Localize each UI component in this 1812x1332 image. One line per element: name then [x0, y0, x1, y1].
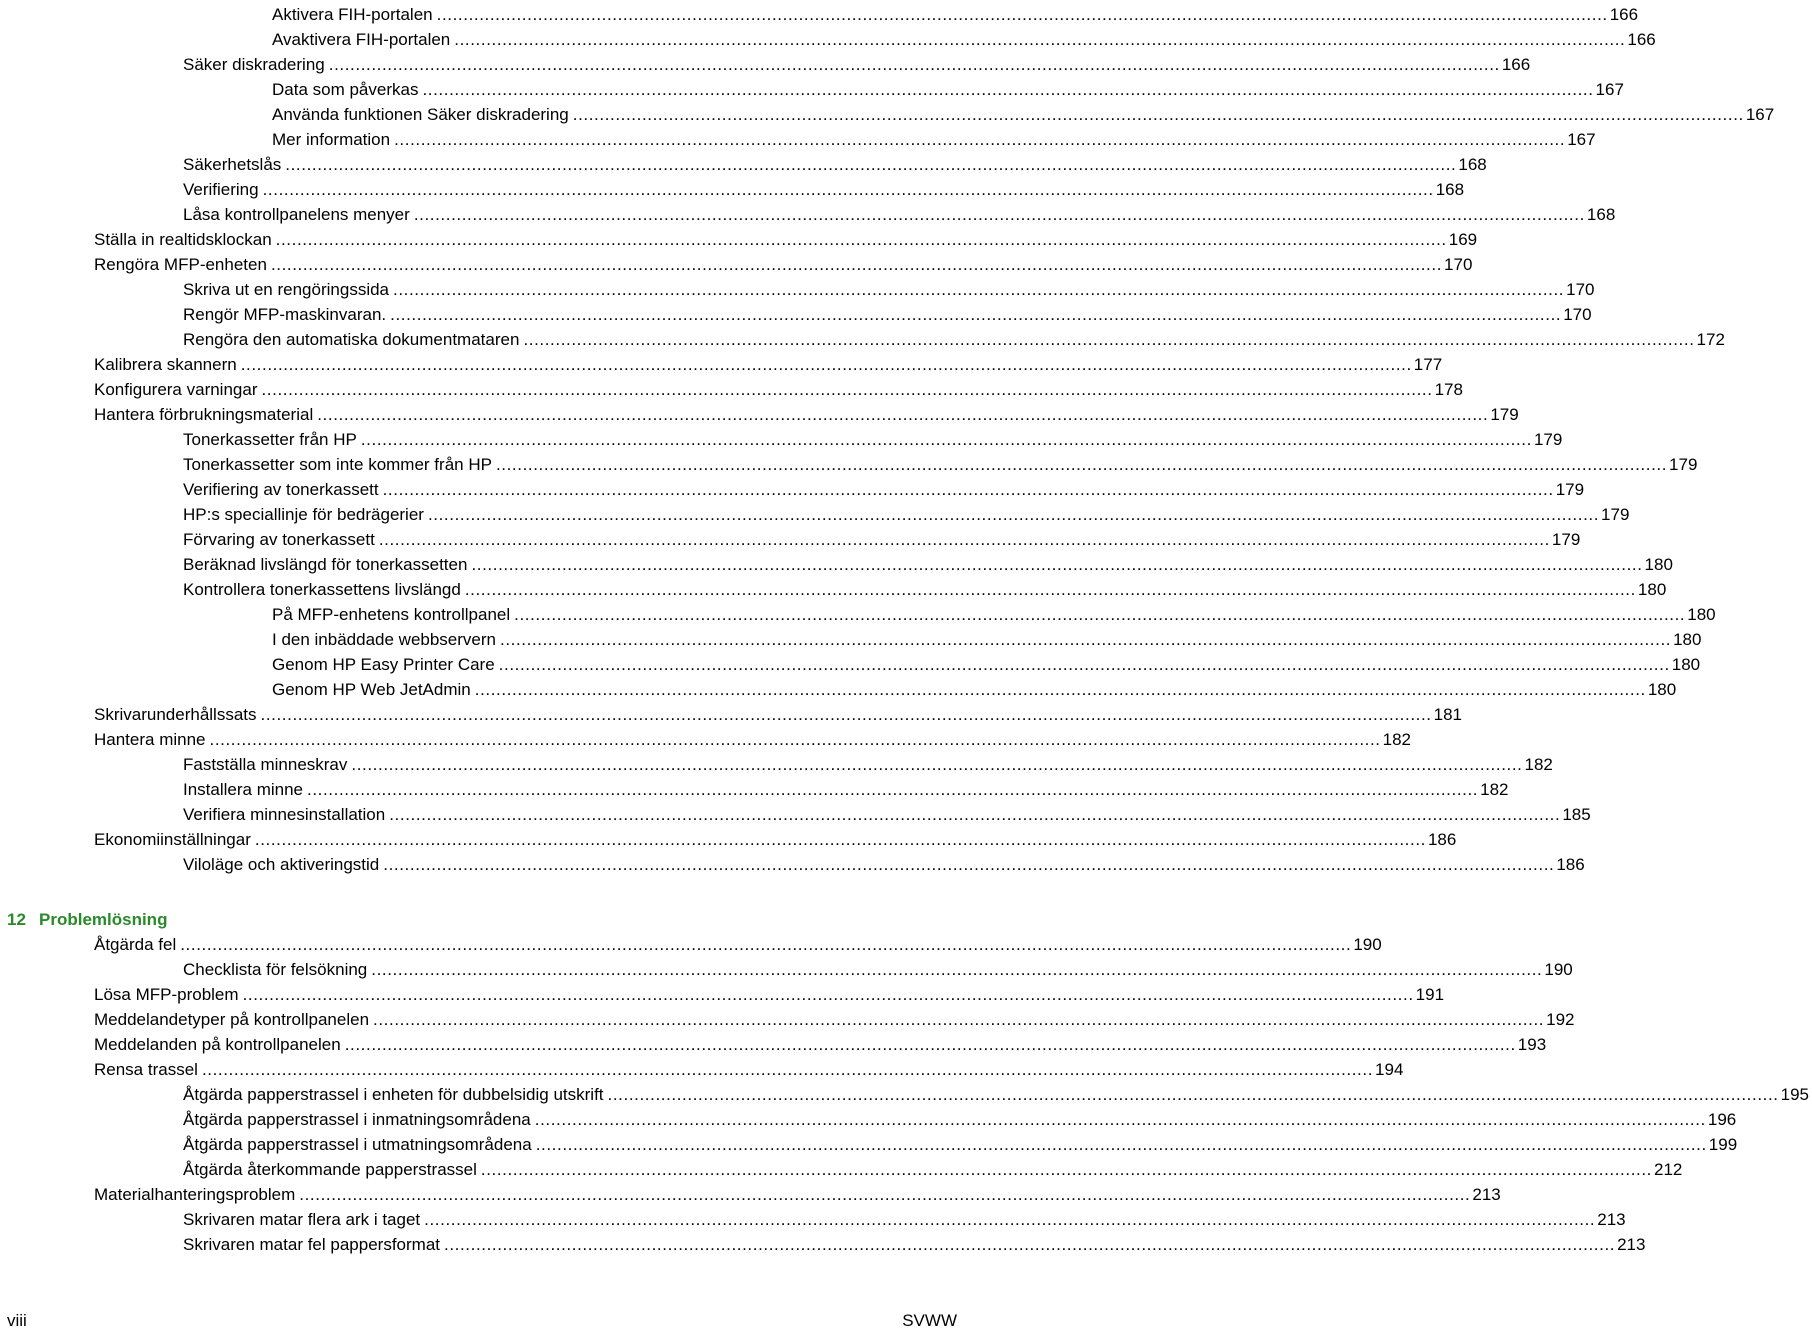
toc-entry[interactable]	[0, 400, 1519, 425]
toc-entry-title: Verifiering	[183, 180, 259, 199]
toc-entry-title: Ställa in realtidsklockan	[94, 230, 272, 249]
toc-entry-page: 166	[1501, 55, 1531, 74]
toc-entry-page: 166	[1609, 5, 1639, 24]
toc-entry[interactable]	[0, 700, 1462, 725]
toc-leader-dots: ............................................................................................................................................................................................................................	[254, 830, 1426, 849]
toc-leader-dots: ............................................................................................................................................................................................................................	[424, 1210, 1596, 1229]
toc-entry-page: 167	[1595, 80, 1624, 99]
toc-entry-title: Åtgärda papperstrassel i enheten för dubbelsidig utskrift	[183, 1085, 604, 1104]
toc-entry[interactable]	[0, 575, 1667, 600]
toc-entry-title: Skrivaren matar fel pappersformat	[183, 1235, 440, 1254]
toc-entry[interactable]	[0, 850, 1585, 875]
toc-leader-dots: ............................................................................................................................................................................................................................	[180, 935, 1352, 954]
toc-entry-title: Rengöra MFP-enheten	[94, 255, 267, 274]
toc-entry[interactable]	[0, 980, 1445, 1005]
toc-entry[interactable]	[0, 825, 1457, 850]
toc-entry[interactable]	[0, 150, 1487, 175]
toc-entry-title: Beräknad livslängd för tonerkassetten	[183, 555, 468, 574]
toc-entry[interactable]	[0, 250, 1473, 275]
toc-entry[interactable]	[0, 955, 1573, 980]
toc-entry-title: Meddelanden på kontrollpanelen	[94, 1035, 341, 1054]
toc-entry[interactable]	[0, 0, 1639, 25]
toc-entry[interactable]	[0, 125, 1596, 150]
toc-entry[interactable]	[0, 350, 1443, 375]
toc-entry-page: 186	[1556, 855, 1585, 874]
toc-leader-dots: ............................................................................................................................................................................................................................	[378, 530, 1550, 549]
toc-entry-title: Avaktivera FIH-portalen	[272, 30, 451, 49]
toc-entry[interactable]	[0, 225, 1478, 250]
toc-entry-page: 179	[1601, 505, 1630, 524]
toc-leader-dots: ............................................................................................................................................................................................................................	[360, 430, 1532, 449]
toc-leader-dots: ............................................................................................................................................................................................................................	[471, 555, 1643, 574]
toc-entry-page: 170	[1566, 280, 1595, 299]
toc-leader-dots: ............................................................................................................................................................................................................................	[436, 5, 1608, 24]
toc-entry[interactable]	[0, 750, 1553, 775]
page-footer	[0, 1310, 960, 1332]
toc-leader-dots: ............................................................................................................................................................................................................................	[307, 780, 1479, 799]
toc-leader-dots: ............................................................................................................................................................................................................................	[427, 505, 1600, 524]
toc-entry-title: Genom HP Easy Printer Care	[272, 655, 495, 674]
toc-entry-page: 185	[1562, 805, 1591, 824]
toc-entry[interactable]	[0, 1055, 1404, 1080]
toc-leader-dots: ............................................................................................................................................................................................................................	[495, 455, 1668, 474]
toc-entry[interactable]	[0, 1205, 1626, 1230]
toc-entry-page: 191	[1415, 985, 1445, 1004]
toc-leader-dots: ............................................................................................................................................................................................................................	[317, 405, 1489, 424]
toc-entry-page: 180	[1671, 655, 1701, 674]
toc-leader-dots: ............................................................................................................................................................................................................................	[480, 1160, 1652, 1179]
toc-entry-title: Fastställa minneskrav	[183, 755, 348, 774]
toc-entry-page: 178	[1434, 380, 1463, 399]
toc-leader-dots: ............................................................................................................................................................................................................................	[390, 305, 1562, 324]
toc-leader-dots: ............................................................................................................................................................................................................................	[209, 730, 1381, 749]
toc-leader-dots: ............................................................................................................................................................................................................................	[242, 985, 1414, 1004]
toc-entry-title: Förvaring av tonerkassett	[183, 530, 375, 549]
toc-leader-dots: ............................................................................................................................................................................................................................	[514, 605, 1686, 624]
toc-leader-dots: ............................................................................................................................................................................................................................	[498, 655, 1670, 674]
toc-leader-dots: ............................................................................................................................................................................................................................	[535, 1135, 1707, 1154]
toc-entry-title: Ekonomiinställningar	[94, 830, 251, 849]
toc-leader-dots: ............................................................................................................................................................................................................................	[299, 1185, 1471, 1204]
toc-entry[interactable]	[0, 775, 1509, 800]
toc-leader-dots: ............................................................................................................................................................................................................................	[444, 1235, 1616, 1254]
toc-entry[interactable]	[0, 1105, 1737, 1130]
toc-entry-page: 193	[1517, 1035, 1547, 1054]
toc-leader-dots: ............................................................................................................................................................................................................................	[270, 255, 1443, 274]
toc-entry[interactable]	[0, 725, 1411, 750]
toc-leader-dots: ............................................................................................................................................................................................................................	[413, 205, 1585, 224]
toc-entry-title: Låsa kontrollpanelens menyer	[183, 205, 410, 224]
toc-entry-page: 192	[1546, 1010, 1575, 1029]
toc-entry-title: Materialhanteringsproblem	[94, 1185, 296, 1204]
toc-entry-page: 180	[1673, 630, 1702, 649]
toc-entry[interactable]	[0, 75, 1624, 100]
toc-entry-page: 167	[1567, 130, 1596, 149]
toc-leader-dots: ............................................................................................................................................................................................................................	[261, 380, 1433, 399]
chapter-number: 12	[7, 910, 26, 929]
toc-entry-title: På MFP-enhetens kontrollpanel	[272, 605, 511, 624]
toc-leader-dots: ............................................................................................................................................................................................................................	[373, 1010, 1545, 1029]
toc-entry-title: Säker diskradering	[183, 55, 325, 74]
toc-entry-title: Viloläge och aktiveringstid	[183, 855, 380, 874]
toc-entry[interactable]	[0, 930, 1382, 955]
toc-entry-page: 168	[1586, 205, 1616, 224]
toc-entry[interactable]	[0, 200, 1616, 225]
toc-leader-dots: ............................................................................................................................................................................................................................	[382, 480, 1554, 499]
toc-leader-dots: ............................................................................................................................................................................................................................	[275, 230, 1447, 249]
toc-entry-title: Installera minne	[183, 780, 304, 799]
toc-entry-page: 179	[1490, 405, 1519, 424]
toc-entry[interactable]	[0, 425, 1563, 450]
toc-entry-title: Hantera förbrukningsmaterial	[94, 405, 314, 424]
toc-entry-page: 196	[1707, 1110, 1737, 1129]
toc-entry-page: 170	[1444, 255, 1473, 274]
toc-entry-title: Rengöra den automatiska dokumentmataren	[183, 330, 520, 349]
chapter-title: Problemlösning	[39, 910, 168, 929]
toc-entry[interactable]	[0, 1230, 1646, 1255]
toc-entry[interactable]	[0, 1180, 1501, 1205]
toc-entry[interactable]	[0, 475, 1585, 500]
toc-leader-dots: ............................................................................................................................................................................................................................	[351, 755, 1523, 774]
toc-entry-title: Rengör MFP-maskinvaran.	[183, 305, 387, 324]
toc-entry-page: 170	[1563, 305, 1592, 324]
toc-entry-title: Aktivera FIH-portalen	[272, 5, 433, 24]
footer-code: SVWW	[902, 1311, 957, 1330]
toc-entry[interactable]	[0, 1155, 1683, 1180]
toc-entry-title: Konfigurera varningar	[94, 380, 258, 399]
toc-entry[interactable]	[0, 1030, 1547, 1055]
toc-leader-dots: ............................................................................................................................................................................................................................	[371, 960, 1543, 979]
footer-page-number: viii	[7, 1311, 27, 1330]
toc-entry-page: 182	[1382, 730, 1411, 749]
toc-entry-title: Kontrollera tonerkassettens livslängd	[183, 580, 461, 599]
toc-entry-page: 180	[1644, 555, 1673, 574]
toc-entry-title: Hantera minne	[94, 730, 206, 749]
toc-leader-dots: ............................................................................................................................................................................................................................	[422, 80, 1594, 99]
toc-leader-dots: ............................................................................................................................................................................................................................	[285, 155, 1457, 174]
toc-entry-page: 168	[1435, 180, 1465, 199]
toc-entry[interactable]	[0, 1080, 1809, 1105]
toc-entry-title: Åtgärda papperstrassel i inmatningsområdena	[183, 1110, 531, 1129]
toc-entry-page: 182	[1524, 755, 1553, 774]
toc-entry-page: 166	[1627, 30, 1656, 49]
toc-entry-title: Checklista för felsökning	[183, 960, 368, 979]
toc-entry[interactable]	[0, 675, 1677, 700]
toc-entry-page: 180	[1687, 605, 1716, 624]
toc-leader-dots: ............................................................................................................................................................................................................................	[262, 180, 1434, 199]
toc-entry-title: Åtgärda återkommande papperstrassel	[183, 1160, 477, 1179]
toc-entry-title: Verifiera minnesinstallation	[183, 805, 386, 824]
toc-entry-title: Skrivaren matar flera ark i taget	[183, 1210, 421, 1229]
toc-entry-title: Skrivarunderhållssats	[94, 705, 257, 724]
toc-entry-title: Data som påverkas	[272, 80, 419, 99]
toc-entry-title: Åtgärda papperstrassel i utmatningsområdena	[183, 1135, 532, 1154]
toc-entry[interactable]	[0, 1005, 1575, 1030]
toc-entry[interactable]	[0, 500, 1630, 525]
toc-entry-title: HP:s speciallinje för bedrägerier	[183, 505, 424, 524]
toc-section-2	[0, 906, 1809, 1255]
toc-entry-title: Tonerkassetter som inte kommer från HP	[183, 455, 492, 474]
toc-leader-dots: ............................................................................................................................................................................................................................	[240, 355, 1412, 374]
toc-entry-page: 169	[1448, 230, 1478, 249]
toc-entry[interactable]	[0, 300, 1592, 325]
toc-entry-title: Rensa trassel	[94, 1060, 198, 1079]
toc-leader-dots: ............................................................................................................................................................................................................................	[344, 1035, 1516, 1054]
toc-entry-page: 195	[1780, 1085, 1809, 1104]
toc-entry-page: 186	[1427, 830, 1457, 849]
toc-entry-title: Lösa MFP-problem	[94, 985, 239, 1004]
toc-entry-page: 180	[1637, 580, 1667, 599]
toc-leader-dots: ............................................................................................................................................................................................................................	[383, 855, 1555, 874]
toc-leader-dots: ............................................................................................................................................................................................................................	[464, 580, 1636, 599]
toc-entry[interactable]	[0, 100, 1775, 125]
toc-entry-page: 172	[1696, 330, 1725, 349]
toc-entry-title: Använda funktionen Säker diskradering	[272, 105, 569, 124]
toc-entry[interactable]	[0, 600, 1716, 625]
toc-entry-title: Verifiering av tonerkassett	[183, 480, 379, 499]
toc-entry-page: 177	[1413, 355, 1443, 374]
toc-entry-title: Tonerkassetter från HP	[183, 430, 357, 449]
toc-entry-page: 199	[1708, 1135, 1738, 1154]
toc-entry[interactable]	[0, 1130, 1738, 1155]
toc-leader-dots: ............................................................................................................................................................................................................................	[389, 805, 1561, 824]
toc-entry[interactable]	[0, 375, 1463, 400]
toc-entry-title: Skriva ut en rengöringssida	[183, 280, 390, 299]
toc-leader-dots: ............................................................................................................................................................................................................................	[393, 280, 1565, 299]
toc-leader-dots: ............................................................................................................................................................................................................................	[454, 30, 1626, 49]
toc-leader-dots: ............................................................................................................................................................................................................................	[523, 330, 1695, 349]
toc-leader-dots: ............................................................................................................................................................................................................................	[572, 105, 1744, 124]
toc-entry-page: 180	[1647, 680, 1677, 699]
toc-entry-page: 213	[1472, 1185, 1501, 1204]
toc-leader-dots: ............................................................................................................................................................................................................................	[260, 705, 1432, 724]
toc-entry[interactable]	[0, 325, 1725, 350]
toc-entry-page: 179	[1533, 430, 1563, 449]
toc-entry-page: 179	[1551, 530, 1581, 549]
toc-entry-title: Åtgärda fel	[94, 935, 177, 954]
toc-entry-page: 181	[1433, 705, 1462, 724]
toc-entry-title: Säkerhetslås	[183, 155, 282, 174]
toc-leader-dots: ............................................................................................................................................................................................................................	[607, 1085, 1779, 1104]
toc-entry-page: 167	[1745, 105, 1775, 124]
toc-entry[interactable]	[0, 175, 1465, 200]
toc-entry[interactable]	[0, 550, 1673, 575]
toc-entry-page: 194	[1375, 1060, 1404, 1079]
toc-leader-dots: ............................................................................................................................................................................................................................	[201, 1060, 1374, 1079]
toc-entry-title: I den inbäddade webbservern	[272, 630, 496, 649]
chapter-heading[interactable]	[0, 906, 960, 930]
toc-entry-page: 182	[1480, 780, 1509, 799]
toc-entry-page: 213	[1597, 1210, 1626, 1229]
toc-leader-dots: ............................................................................................................................................................................................................................	[394, 130, 1566, 149]
toc-entry[interactable]	[0, 275, 1595, 300]
toc-leader-dots: ............................................................................................................................................................................................................................	[474, 680, 1646, 699]
toc-entry-page: 190	[1353, 935, 1382, 954]
toc-leader-dots: ............................................................................................................................................................................................................................	[328, 55, 1500, 74]
toc-entry-page: 212	[1653, 1160, 1683, 1179]
toc-entry[interactable]	[0, 450, 1698, 475]
toc-leader-dots: ............................................................................................................................................................................................................................	[534, 1110, 1706, 1129]
toc-entry[interactable]	[0, 25, 1656, 50]
toc-entry-page: 190	[1544, 960, 1573, 979]
toc-entry-title: Genom HP Web JetAdmin	[272, 680, 471, 699]
toc-entry[interactable]	[0, 800, 1591, 825]
toc-entry-page: 213	[1617, 1235, 1646, 1254]
toc-entry[interactable]	[0, 525, 1581, 550]
toc-entry-title: Meddelandetyper på kontrollpanelen	[94, 1010, 370, 1029]
toc-entry-title: Mer information	[272, 130, 391, 149]
toc-entry-title: Kalibrera skannern	[94, 355, 237, 374]
toc-entry[interactable]	[0, 625, 1702, 650]
toc-entry-page: 179	[1669, 455, 1698, 474]
toc-entry-page: 179	[1555, 480, 1585, 499]
toc-entry[interactable]	[0, 50, 1531, 75]
toc-entry-page: 168	[1458, 155, 1487, 174]
toc-entry[interactable]	[0, 650, 1701, 675]
toc-leader-dots: ............................................................................................................................................................................................................................	[500, 630, 1672, 649]
